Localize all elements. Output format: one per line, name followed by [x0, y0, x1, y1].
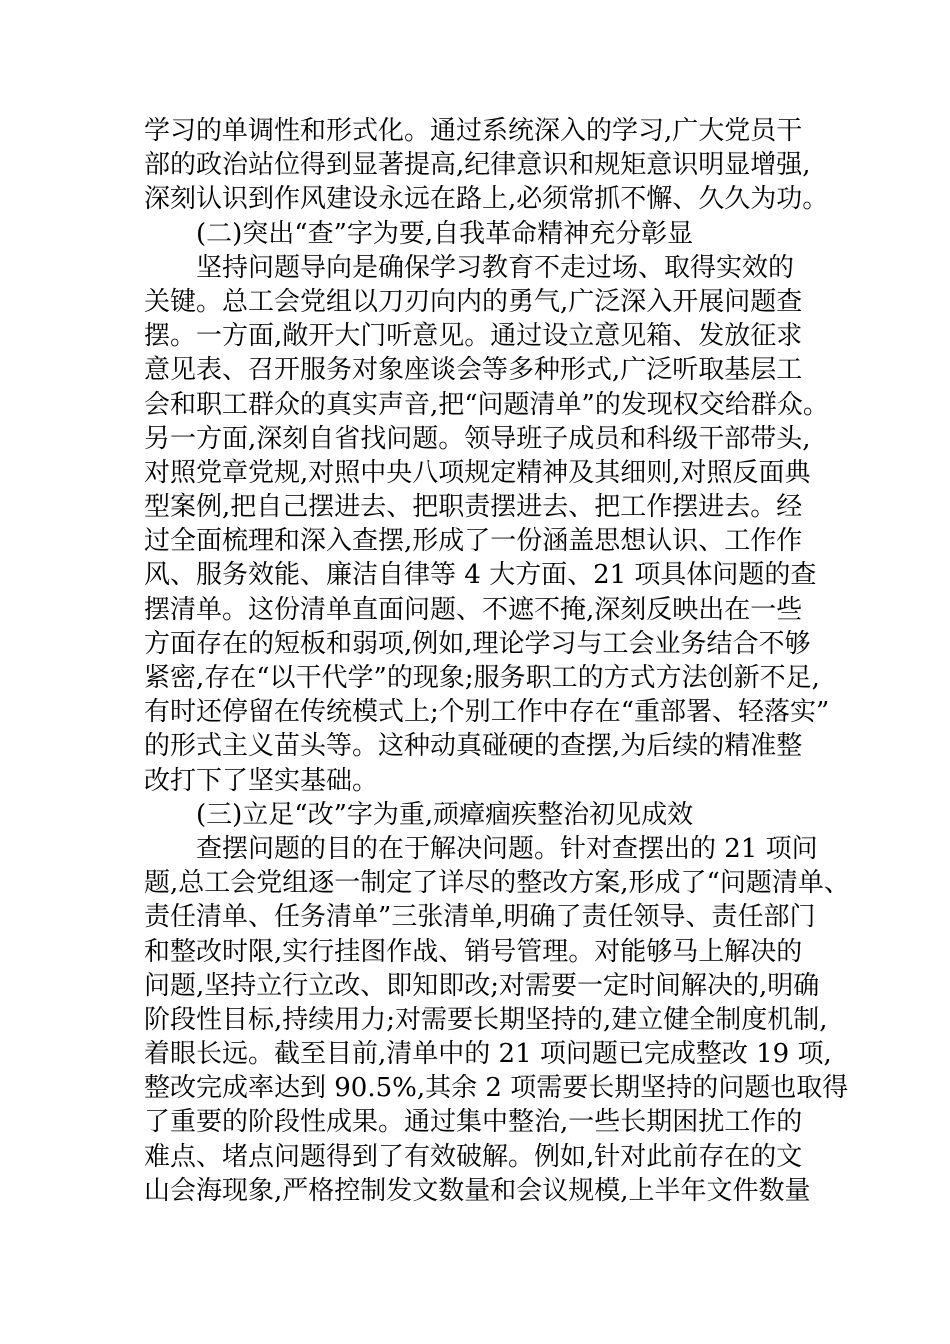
text-line: 摆清单。这份清单直面问题、不遮不掩,深刻反映出在一些	[144, 594, 803, 625]
text-line: 查摆问题的目的在于解决问题。针对查摆出的 21 项问	[196, 833, 818, 864]
section-heading-3	[144, 798, 814, 832]
text-line: 学习的单调性和形式化。通过系统深入的学习,广大党员干	[144, 116, 803, 146]
text-line: 型案例,把自己摆进去、把职责摆进去、把工作摆进去。经	[144, 492, 803, 523]
text-line: 会和职工群众的真实声音,把“问题清单”的发现权交给群众。	[144, 389, 829, 420]
heading-text: (二)突出“查”字为要,自我革命精神充分彰显	[196, 218, 694, 249]
text-line: 责任清单、任务清单”三张清单,明确了责任领导、责任部门	[144, 902, 816, 933]
text-line: 山会海现象,严格控制发文数量和会议规模,上半年文件数量	[144, 1175, 811, 1206]
text-line: 紧密,存在“以干代学”的现象;服务职工的方式方法创新不足,	[144, 663, 820, 693]
document-body	[144, 114, 850, 1208]
text-line: 方面存在的短板和弱项,例如,理论学习与工会业务结合不够	[144, 628, 811, 659]
text-line: 对照党章党规,对照中央八项规定精神及其细则,对照反面典	[144, 457, 811, 488]
paragraph-section-2	[144, 251, 830, 798]
text-line: 坚持问题导向是确保学习教育不走过场、取得实效的	[196, 252, 795, 283]
text-line: 着眼长远。截至目前,清单中的 21 项问题已完成整改 19 项,	[144, 1039, 832, 1070]
text-line: 有时还停留在传统模式上;个别工作中存在“重部署、轻落实”	[144, 697, 830, 728]
text-line: 问题,坚持立行立改、即知即改;对需要一定时间解决的,明确	[144, 970, 820, 1001]
paragraph-section-3	[144, 832, 850, 1208]
text-line: 了重要的阶段性成果。通过集中整治,一些长期困扰工作的	[144, 1107, 803, 1138]
section-heading-2	[144, 217, 814, 251]
text-line: 摆。一方面,敞开大门听意见。通过设立意见箱、发放征求	[144, 321, 803, 352]
text-line: 题,总工会党组逐一制定了详尽的整改方案,形成了“问题清单、	[144, 868, 850, 899]
text-line: 深刻认识到作风建设永远在路上,必须常抓不懈、久久为功。	[144, 184, 829, 215]
text-line: 另一方面,深刻自省找问题。领导班子成员和科级干部带头,	[144, 423, 811, 454]
text-line: 过全面梳理和深入查摆,形成了一份涵盖思想认识、工作作	[144, 526, 803, 557]
heading-text: (三)立足“改”字为重,顽瘴痼疾整治初见成效	[196, 799, 694, 830]
paragraph-intro-continuation	[144, 114, 829, 217]
text-line: 阶段性目标,持续用力;对需要长期坚持的,建立健全制度机制,	[144, 1004, 828, 1035]
text-line: 难点、堵点问题得到了有效破解。例如,针对此前存在的文	[144, 1141, 803, 1172]
text-line: 和整改时限,实行挂图作战、销号管理。对能够马上解决的	[144, 936, 803, 967]
text-line: 改打下了坚实基础。	[144, 765, 379, 796]
text-line: 关键。总工会党组以刀刃向内的勇气,广泛深入开展问题查	[144, 286, 803, 317]
text-line: 部的政治站位得到显著提高,纪律意识和规矩意识明显增强,	[144, 150, 811, 181]
text-line: 风、服务效能、廉洁自律等 4 大方面、21 项具体问题的查	[144, 560, 817, 591]
text-line: 整改完成率达到 90.5%,其余 2 项需要长期坚持的问题也取得	[144, 1073, 849, 1104]
text-line: 意见表、召开服务对象座谈会等多种形式,广泛听取基层工	[144, 355, 803, 386]
text-line: 的形式主义苗头等。这种动真碰硬的查摆,为后续的精准整	[144, 731, 803, 762]
